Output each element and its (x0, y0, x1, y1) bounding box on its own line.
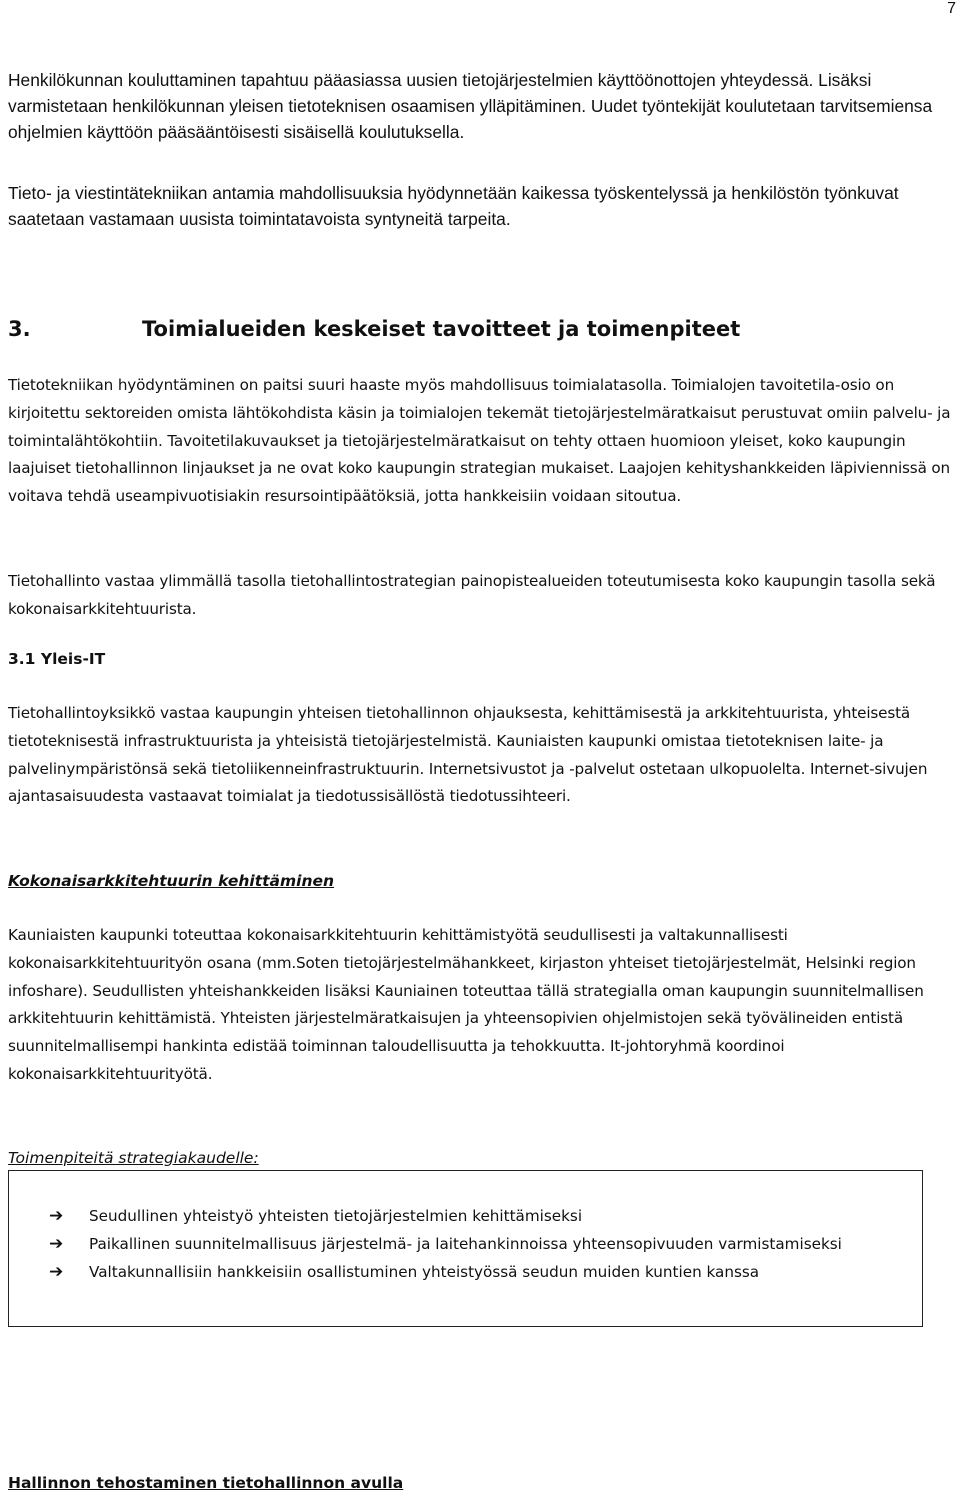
right-arrow-icon: ➔ (49, 1261, 64, 1282)
measures-box (8, 1170, 923, 1327)
section-3-heading (8, 314, 740, 344)
section-3-title: Toimialueiden keskeiset tavoitteet ja toimenpiteet (142, 317, 741, 341)
next-section-heading: Hallinnon tehostaminen tietohallinnon avulla (8, 1474, 404, 1492)
measures-list (49, 1203, 909, 1286)
list-item (49, 1231, 909, 1259)
list-item (49, 1203, 909, 1231)
right-arrow-icon: ➔ (49, 1206, 64, 1226)
measure-text: Valtakunnallisiin hankkeisiin osallistuminen yhteistyössä seudun muiden kuntien kanssa (89, 1262, 760, 1281)
section-3-number: 3. (8, 317, 31, 341)
section-3-1-paragraph: Tietohallintoyksikkö vastaa kaupungin yhteisen tietohallinnon ohjauksesta, kehittämisestä ja arkkitehtuurista, yhteisestä tietoteknisestä infrastruktuurista ja yhteisistä tietojärjestelmistä. Kauniaisten kaupunki omistaa tietoteknisen laite- ja palvelinympäristönsä sekä tietoliikenneinfrastruktuurin. Internetsivustot ja -palvelut ostetaan ulkopuolelta. Internet-sivujen ajantasaisuudesta vastaavat toimialat ja tiedotussisällöstä tiedotussihteeri. (8, 704, 928, 806)
section-3-1-heading: 3.1 Yleis-IT (8, 650, 106, 668)
measure-text: Paikallinen suunnitelmallisuus järjestelmä- ja laitehankinnoissa yhteensopivuuden varmistamiseksi (89, 1234, 842, 1253)
architecture-paragraph: Kauniaisten kaupunki toteuttaa kokonaisarkkitehtuurin kehittämistyötä seudullisesti ja valtakunnallisesti kokonaisarkkitehtuurityön osana (mm.Soten tietojärjestelmähankkeet, kirjaston yhteiset tietojärjestelmät, Helsinki region infoshare). Seudullisten yhteishankkeiden lisäksi Kauniainen toteuttaa tällä strategialla oman kaupungin suunnitelmallisen arkkitehtuurin kehittämistä. Yhteisten järjestelmäratkaisujen ja yhteensopivien ohjelmistojen sekä työvälineiden entistä suunnitelmallisempi hankinta edistää toiminnan taloudellisuutta ja tehokkuutta. It-johtoryhmä koordinoi kokonaisarkkitehtuurityötä. (8, 926, 924, 1083)
right-arrow-icon: ➔ (49, 1233, 64, 1254)
list-item (49, 1259, 909, 1287)
intro-paragraph-2: Tieto- ja viestintätekniikan antamia mahdollisuuksia hyödynnetään kaikessa työskentelyssä ja henkilöstön työnkuvat saatetaan vastamaan uusista toimintatavoista syntyneitä tarpeita. (8, 183, 899, 229)
architecture-heading: Kokonaisarkkitehtuurin kehittäminen (8, 872, 335, 890)
section-3-paragraph-2: Tietohallinto vastaa ylimmällä tasolla tietohallintostrategian painopistealueiden toteutumisesta koko kaupungin tasolla sekä kokonaisarkkitehtuurista. (8, 572, 936, 618)
page-number: 7 (947, 0, 956, 17)
measures-label: Toimenpiteitä strategiakaudelle: (8, 1149, 259, 1167)
intro-paragraph-1: Henkilökunnan kouluttaminen tapahtuu pääasiassa uusien tietojärjestelmien käyttöönottojen yhteydessä. Lisäksi varmistetaan henkilökunnan yleisen tietoteknisen osaamisen ylläpitäminen. Uudet työntekijät koulutetaan tarvitsemiensa ohjelmien käyttöön pääsääntöisesti sisäisellä koulutuksella. (8, 70, 933, 142)
measure-text: Seudullinen yhteistyö yhteisten tietojärjestelmien kehittämiseksi (89, 1207, 583, 1225)
section-3-paragraph-1: Tietotekniikan hyödyntäminen on paitsi suuri haaste myös mahdollisuus toimialatasolla. Toimialojen tavoitetila-osio on kirjoitettu sektoreiden omista lähtökohdista käsin ja toimialojen tekemät tietojärjestelmäratkaisut perustuvat omiin palvelu- ja toimintalähtökohtiin. Tavoitetilakuvaukset ja tietojärjestelmäratkaisut on tehty ottaen huomioon yleiset, koko kaupungin laajuiset tietohallinnon linjaukset ja ne ovat koko kaupungin strategian mukaiset. Laajojen kehityshankkeiden läpiviennissä on voitava tehdä useampivuotisiakin resursointipäätöksiä, jotta hankkeisiin voidaan sitoutua. (8, 376, 951, 506)
